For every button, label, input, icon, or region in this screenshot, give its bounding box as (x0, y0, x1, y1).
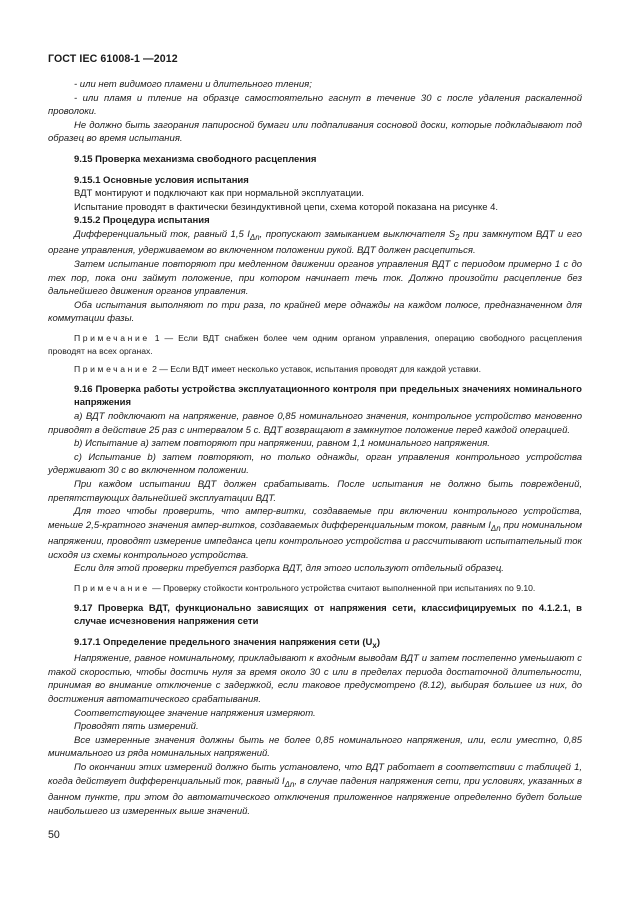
note-label: Примечание (74, 332, 150, 343)
section-heading-9-17-1 (48, 636, 582, 652)
note-text: 1 — Если ВДТ снабжен более чем одним органом управления, операцию свободного расцепления проводят на всех органах. (48, 332, 582, 356)
paragraph: а) ВДТ подключают на напряжение, равное 0,85 номинального значения, контрольное устройство мгновенно приводят в действие 25 раз с интервалом 5 с. ВДТ возвращают в замкнутое положение перед каждой операцией. (48, 410, 582, 436)
note-text: — Проверку стойкости контрольного устройства считают выполненной при испытаниях по 9.10. (149, 582, 536, 593)
section-heading-9-15: 9.15 Проверка механизма свободного расцепления (74, 153, 317, 165)
note-label: Примечание (74, 364, 150, 375)
page-number: 50 (48, 829, 60, 841)
paragraph: Напряжение, равное номинальному, прикладывают к входным выводам ВДТ и затем постепенно уменьшают с такой скоростью, чтобы достичь нуля за время около 30 с или в пределах периода достаточной длительности, принимая во внимание отключение с задержкой, если таковое предусмотрено (8.12), выбирая большее из них, до достижения автоматического срабатывания. (48, 653, 582, 706)
paragraph: Соответствующее значение напряжения измеряют. (74, 707, 316, 719)
text-run: Для того чтобы проверить, что ампер-витки, создаваемые при включении контрольного устройства, меньше 2,5-кратного значения ампер-витков, создаваемых дифференциальным током, равным I (48, 506, 582, 531)
text-run: ) (376, 636, 380, 648)
text-run: Дифференциальный ток, равный 1,5 I (74, 228, 250, 240)
paragraph: - или нет видимого пламени и длительного тления; (74, 79, 312, 90)
note-3 (48, 582, 582, 595)
text-run: 9.17.1 Определение предельного значения напряжения сети (U (74, 636, 373, 648)
text-run: при номинальном напряжении, проводят измерение импеданса цепи контрольного устройства и рассчитывают испытательный ток исходя из схемы контрольного устройства. (48, 519, 582, 561)
paragraph: Все измеренные значения должны быть не более 0,85 номинального напряжения, или, если уместно, 0,85 минимального из ряда номинальных напряжений. (48, 734, 582, 760)
subscript: Δn (249, 232, 260, 242)
subscript: Δn (490, 523, 501, 533)
text-run: , в случае падения напряжения сети, при условиях, указанных в данном пункте, при этом до автоматического отключения приложенное напряжение определенно будет больше наибольшего из измеренных выше значений. (48, 775, 582, 817)
paragraph: Оба испытания выполняют по три раза, по крайней мере однажды на каждом полюсе, предназначенном для коммутации фазы. (48, 299, 582, 325)
paragraph: Если для этой проверки требуется разборка ВДТ, для этого используют отдельный образец. (74, 563, 504, 575)
note-label: Примечание (74, 582, 150, 593)
section-heading-9-15-1: 9.15.1 Основные условия испытания (74, 174, 249, 186)
paragraph: При каждом испытании ВДТ должен срабатывать. После испытания не должно быть повреждений, препятствующих дальнейшей эксплуатации ВДТ. (48, 478, 582, 504)
text-run: , пропускают замыканием выключателя S (259, 228, 456, 240)
paragraph (48, 761, 582, 818)
paragraph: Затем испытание повторяют при медленном движении органов управления ВДТ с периодом примерно 1 с до тех пор, пока они займут положение, при котором начинает течь ток. Должно произойти расцепление без дальнейшего движения органов управления. (48, 259, 582, 298)
paragraph (48, 228, 582, 258)
paragraph: b) Испытание a) затем повторяют при напряжении, равном 1,1 номинального напряжения. (74, 438, 490, 450)
subscript: x (372, 640, 377, 650)
paragraph: ВДТ монтируют и подключают как при нормальной эксплуатации. (74, 188, 365, 200)
paragraph: Не должно быть загорания папиросной бумаги или подпаливания сосновой доски, которые подкладывают под образец во время испытания. (48, 119, 582, 145)
section-heading-9-15-2: 9.15.2 Процедура испытания (74, 215, 210, 227)
page-header: ГОСТ IEC 61008-1 —2012 (48, 53, 178, 65)
section-heading-9-16: 9.16 Проверка работы устройства эксплуатационного контроля при предельных значениях номинального напряжения (74, 383, 582, 409)
text-run: при замкнутом ВДТ и его органе управления, удерживаемом во включенном положении рукой. ВДТ должен расцепиться. (48, 228, 582, 257)
page-body (48, 78, 582, 818)
note-1 (48, 332, 582, 357)
paragraph: c) Испытание b) затем повторяют, но только однажды, орган управления контрольного устройства удерживают 30 с во включенном положении. (48, 451, 582, 477)
paragraph (48, 505, 582, 562)
paragraph: Испытание проводят в фактически безиндуктивной цепи, схема которой показана на рисунке 4. (74, 201, 499, 213)
note-2 (48, 363, 582, 376)
note-text: 2 — Если ВДТ имеет несколько уставок, испытания проводят для каждой уставки. (149, 364, 481, 375)
section-heading-9-17: 9.17 Проверка ВДТ, функционально зависящих от напряжения сети, классифицируемых по 4.1.2.1, в случае исчезновения напряжения сети (74, 602, 582, 628)
subscript: 2 (455, 232, 460, 242)
subscript: Δn (284, 779, 295, 789)
text-run: По окончании этих измерений должно быть установлено, что ВДТ работает в соответствии с таблицей 1, когда действует дифференциальный ток, равный I (48, 761, 582, 787)
paragraph: - или пламя и тление на образце самостоятельно гаснут в течение 30 с после удаления раскаленной проволоки. (48, 92, 582, 118)
paragraph: Проводят пять измерений. (74, 721, 199, 733)
